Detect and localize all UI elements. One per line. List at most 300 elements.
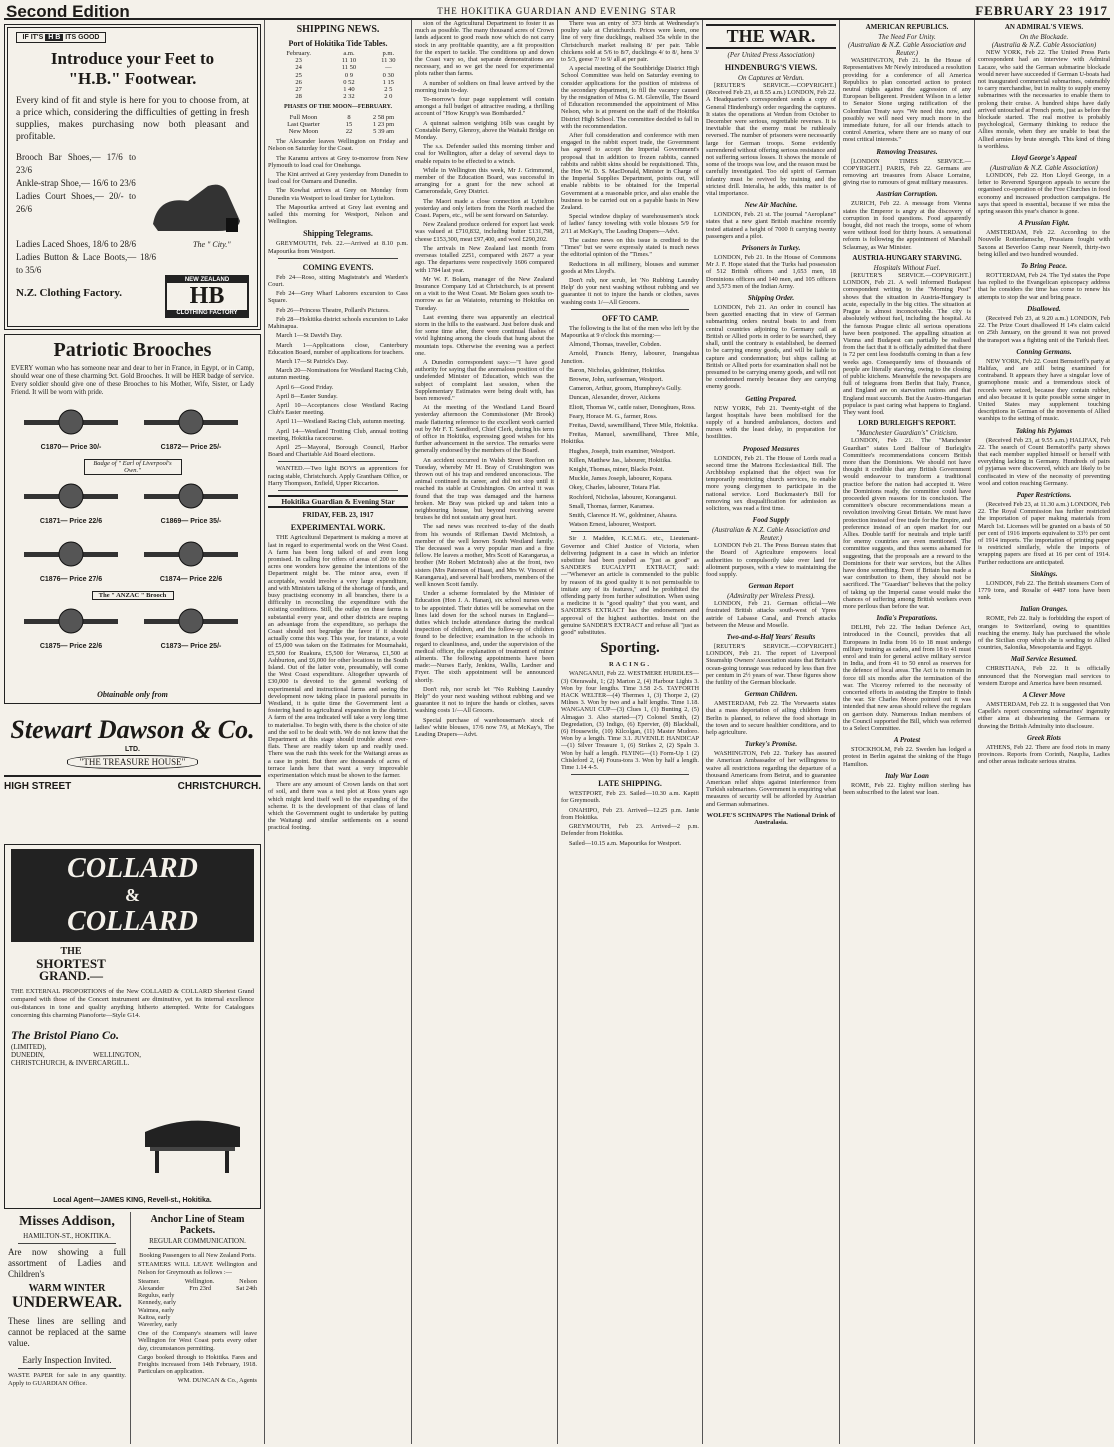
camp-list-item: Freitas, Manuel, sawmillhand, Three Mile, Hokitika. — [561, 431, 699, 446]
protest-title: A Protest — [893, 736, 921, 745]
late-shipping-title: LATE SHIPPING. — [598, 779, 662, 789]
admiral-sub: On the Blockade. — [1019, 33, 1069, 42]
news-paragraph: Special purchase of warehouseman's stock of ladies' white blouses, 17/6 now 7/9, at McKay's, The Leading Drapers—Advt. — [415, 716, 554, 739]
brooch-price-label: C1876— Price 27/6 — [39, 576, 103, 584]
column-war — [706, 20, 836, 1444]
news-paragraph: The s.s. Defender sailed this morning timber and coal for Wellington, after a delay of several days to enable repairs to be effected to a winch. — [415, 143, 554, 165]
anchor-booking: Booking Passengers to all New Zealand Ports. — [139, 1252, 256, 1260]
news-paragraph: A Dunedin correspondent says:—"I have good authority for saying that the anomalous position of the undefended Minister of Education, which was the subject of complaint last session, when the Supplementary Estimates were being dealt with, has been removed." — [415, 358, 554, 402]
measures-title: Proposed Measures — [742, 444, 800, 453]
brooch-price-label: C1870— Price 30/- — [40, 444, 102, 452]
brooch-item — [12, 601, 130, 657]
ad-anchor-line — [134, 1212, 261, 1444]
paper-title: Paper Restrictions. — [1016, 490, 1072, 499]
two-years-body: [REUTER'S SERVICE.—COPYRIGHT.] LONDON, Feb 21. The report of Liverpool Steamship Owners' Association states that Britain's ocean-going tonnage was reduced by less than five per centum in 2½ years of war. These figures show the futility of the German blockade. — [706, 642, 836, 686]
anchor-agents: WM. DUNCAN & Co., Agents — [177, 1377, 257, 1385]
coming-event-item: March 17—St Patrick's Day. — [276, 357, 349, 365]
tide-cell: 11 30 — [381, 57, 396, 65]
news-paragraph: Mr W. F. Bolam, manager of the New Zealand Insurance Company Ltd at Christchurch, is at present on a visit to the West Coast. Mr Bolam goes south to-morrow as far as Waiatoto, returning to Hokitika on Tuesday. — [415, 275, 554, 312]
anchor-cargo: Cargo booked through to Hokitika. Fares and Freights increased from 14th February, 1918. Particulars on application. — [138, 1353, 257, 1376]
prisoners-body: LONDON, Feb 21. In the House of Commons Mr J. F. Hope stated that the Turks had possession of 512 British officers and 1,653 men, 18 Dominions officers and 140 men, and 105 officers and 3,573 men of the Indian Army. — [706, 254, 836, 290]
anchor-row-wellington: Frn 23rd — [189, 1285, 212, 1293]
prepared-body: NEW YORK, Feb 21. Twenty-eight of the largest hospitals have been mobilised for the supply of a hundred ambulances, doctors and nurses with the least delay, in preparation for hostilities. — [706, 404, 836, 441]
news-paragraph: Reductions in all millinery, blouses and summer goods at Mrs Lloyd's. — [561, 260, 699, 275]
sinkings-title: Sinkings. — [1030, 569, 1058, 578]
collard-shortest: SHORTEST — [36, 956, 106, 971]
american-body: WASHINGTON, Feb 21. In the House of Representatives Mr Newly introduced a resolution providing for a conference of all America Republics to plan concerted action to protect neutral rights against the aggression of any European belligerent. President Wilson in a letter to Senator Stone urging ratification of the Colombian Treaty says "We need this now, and possibly we will need very much more in the immediate future, for all our friends attach to control America, where there are so many of our most critical interests." — [843, 57, 971, 144]
camp-list-item: Small, Thomas, farmer, Karamea. — [569, 502, 655, 510]
issue-date: FEBRUARY 23 1917 — [975, 3, 1108, 18]
ad-misses-addison — [4, 1212, 131, 1444]
camp-list-item: Killen, Matthew Jas., labourer, Hokitika. — [569, 456, 672, 464]
food-body: LONDON Feb 21. The Press Bureau states that the Board of Agriculture empowers local authorities to compulsorily take over land for allotment purposes, with a view to maintaining the food supply. — [706, 542, 836, 578]
hindenburg-body: [REUTER'S SERVICE.—COPYRIGHT.] (Received Feb 23, at 8.55 a.m.) LONDON, Feb 22. A Headquarter's correspondent sends a copy of General Hindenburg's order regarding the captures. It states the operations at Verdun from October to December were serious, regrettable reverses. It is inevitable that the enemy must be ruthlessly reversed. The number of prisoners were necessarily large for German troops. Some evidently surrendered without offering serious resistance and not suffering serious losses. It shows the morale of some of the troops was low, and the reason must be carefully investigated. Too old spirit of German infantry must be revived by training and the strictest drill. Interalia, he adds, this matter is of vital importance. — [706, 82, 836, 198]
brooch-price-label: C1871— Price 22/6 — [39, 518, 103, 526]
camp-list-item: Okey, Charles, labourer, Totara Flat. — [569, 484, 661, 492]
ad-hb-footwear — [4, 24, 261, 330]
prepared-title: Getting Prepared. — [745, 394, 797, 403]
brooches-body: EVERY woman who has someone near and dear to her in France, in Egypt, or in Camp, should wear one of these charming 9ct. Gold Brooches. It will be HER badge of service. Every soldier should give one of these Brooches to his Mother, Wife, Sister, or Lady Friend. It will be worn with pride. — [11, 365, 254, 396]
collard-brand-2: COLLARD — [67, 906, 198, 937]
german-children-body: AMSTERDAM, Feb 22. The Vorwaerts states that a mass deportation of ailing children from Berlin is planned, to relieve the food shortage in the town and to secure healthier conditions, and to help agriculture. — [706, 700, 836, 737]
brooch-item — [132, 402, 250, 458]
collard-brand-1: COLLARD — [67, 853, 198, 884]
tide-cell: — — [385, 64, 392, 72]
stewart-ltd: LTD. — [124, 746, 141, 753]
anchor-ship-3: Waimea, early — [138, 1306, 175, 1314]
addison-body: Are now showing a full assortment of Ladies and Children's — [8, 1247, 126, 1279]
hb-price-1: Brooch Bar Shoes,— 17/6 to 23/6 — [16, 152, 136, 175]
lloyd-george-title: Lloyd George's Appeal — [1011, 154, 1077, 163]
brooch-item — [132, 534, 250, 590]
collard-agent: Local Agent—JAMES KING, Revell-st., Hokitika. — [53, 1197, 212, 1204]
hb-price-2: Ankle-strap Shoe,— 16/6 to 23/6 — [16, 178, 136, 188]
austrian-corruption-title: Austrian Corruption. — [876, 190, 938, 199]
hb-logo — [165, 275, 249, 318]
news-paragraph: Special window display of warehousemen's stock of ladies' fancy toweling with voile blouses 5/9 for 2/11 at McKay's, The Leading Drapers—Advt. — [561, 213, 699, 235]
news-paragraph: Last evening there was apparently an electrical storm in the hills to the eastward. Just before dusk and for some time after, there were continual flashes of vivid lightning among the clouds that hung about the mountain tops. Otherwise the evening was a perfect one. — [415, 313, 554, 357]
anchor-ship-5: Waverley, early — [138, 1321, 178, 1329]
measures-body: LONDON, Feb 21. The House of Lords read a second time the Matrons Ecclesiastical Bill. The Archbishop explained that the object was for temporarily restricting church services, to enable more young clergymen to participate in the national service. Lord Buckmaster's Bill for removing sex disqualification for admission as solicitors, was read a first time. — [706, 454, 836, 512]
camp-list-item: Almond, Thomas, traveller, Cobden. — [569, 341, 662, 349]
moon-phase-cell: New Moon — [288, 128, 319, 136]
hb-logo-top: NEW ZEALAND — [167, 277, 247, 283]
hb-logo-mid: HB — [189, 283, 225, 309]
madden-ad: Sir J. Madden, K.C.M.G. etc., Lieutenant-Governor and Chief Justice of Victoria, when delivering judgment in a case in which an inferior substitute had been pushed as "just as good" as SANDER'S EUCALYPTI EXTRACT, said:—"Whenever an article is commended to the public by reason of its good quality it is not permissible to imitate any of its features," and he prohibited the offending party from further substitution. When using a medicine it is "good quality" that you want, and SANDER'S EXTRACT has the endorsement and approval of the highest authorities. Insist on the genuine SANDER'S EXTRACT and refuse all "just as good" substitutes. — [561, 535, 699, 637]
anchor-th-nelson: Nelson — [239, 1277, 257, 1285]
coming-event-item: April 6—Good Friday. — [276, 383, 334, 391]
conning-body: NEW YORK, Feb 22. Count Bernstorff's party at Halifax, and are still being examined for contraband. It appears they have a singular love of gramophone music and a tremendous stock of records were seized, because they contain rubber, and also because it is quite possible some singer in United States may supplement touching descriptions in German of the movements of Allied warships to the setting of music. — [978, 357, 1110, 423]
anchor-th-steamer: Steamer. — [138, 1277, 160, 1285]
camp-intro: The following is the list of the men who left by the Mapourika at 9 o'clock this morning:— — [561, 324, 699, 339]
coming-events-title: COMING EVENTS. — [302, 262, 374, 272]
tide-cell: 11 50 — [341, 64, 357, 72]
hb-logo-bottom: CLOTHING FACTORY — [167, 310, 247, 316]
tide-cell: 2 0 — [384, 93, 393, 101]
tide-cell: 1 40 — [343, 86, 355, 94]
conning-title: Conning Germans. — [1016, 347, 1072, 356]
moon-phase-cell: 2 58 pm — [372, 113, 395, 121]
shoe-caption: The " City." — [193, 240, 231, 249]
brooch-anzac-label: The " ANZAC " Brooch — [92, 591, 174, 600]
war-title: THE WAR. — [706, 24, 836, 49]
tide-cell: 1 15 — [382, 78, 394, 86]
news-paragraph: There was an entry of 373 birds at Wednesday's poultry sale at Christchurch. Prices were keen, one line of very fine ducklings, realised 35s while in the Christchurch market realising 8/ per pair. Table chickens sold at 5/6 to 8/7, ducklings 4/ to 8/, hens 3/ to 5/3, geese 7/ to 9/ all at per pair. — [561, 20, 699, 64]
brooch-illustration — [16, 601, 126, 641]
camp-list-item: Muckle, James Joseph, labourer, Kopara. — [569, 475, 673, 483]
disallowed-body: (Received Feb 23, at 9.20 a.m.) LONDON, Feb 22. The Prize Court disallowed H 14's claim calcid on 25th January, on the ground it was not proved the transport was a fighting unit of the Turkish fleet. — [978, 314, 1110, 344]
late-shipping-item: Sailed—10.15 a.m. Mapourika for Westport. — [569, 839, 682, 847]
column-foreign-2 — [978, 20, 1110, 1444]
greek-body: ATHENS, Feb 22. There are food riots in many provinces. Reports from Corinth, Nauplia, Ladies and other areas indicate serious strains. — [978, 743, 1110, 766]
brooch-price-label: C1874— Price 22/6 — [159, 576, 223, 584]
camp-list-item: Duncan, Alexander, drover, Aickens — [569, 394, 661, 402]
moon-phase-cell: 15 — [345, 120, 353, 128]
mail-body: CHRISTIANA, Feb 22. It is officially announced that the Norwegian mail services to western Europe and America have been resumed. — [978, 665, 1110, 687]
tide-cell: 24 — [295, 64, 302, 72]
burleigh-body: LONDON, Feb 21. The "Manchester Guardian" states Lord Balfour of Burleigh's Committee's recommendations concern British more than the Dominions. We should not have thought it credible that any British Government would endeavour to transform a traditional practice before the nation had accepted it. Were the Dominions ready, the committee could have proceeded given reasons for its conclusion. The committee's obscure recommendations mean a revolution involving Great Britain. We must have protection instead of free trade for the Empire, and preference instead of an open market for our Allies. Double tariff for neutrals and triple tariff for enemy countries are even mentioned. The committee suggests, and thus seems ashamed for suggesting, that the proposals are a reward to the Dominions for their war services, but the Allies have done something. Even if Britain has made a war contribution to them, they should not be sacrificed. The "Guardian" believes that the policy of taking up the Imperial cause would make the chances of suffering among British workers even more perilous than before the war. — [843, 437, 971, 611]
anchor-body2: One of the Company's steamers will leave Wellington for West Coast ports every other day, circumstances permitting. — [138, 1330, 257, 1352]
air-title: New Air Machine. — [744, 201, 798, 210]
late-shipping-item: WESTPORT, Feb 23. Sailed—10.30 a.m. Kapiti for Greymouth. — [561, 790, 699, 805]
wanted-ad: WANTED.—Two light BOYS as apprentices for racing stable, Christchurch. Apply Grantham Office, or Harry Thompson, Enfield, Upper Riccarton. — [268, 465, 408, 487]
editorial-para-2: There are any amount of Crown lands on that sort of soil, and there was a test plot at Ross years ago which might lend itself well to the expanding of the scheme. It is the development of that class of land which the Government ought to undertake by putting the Waitangi and similar settlements on a sound practical footing. — [268, 781, 408, 832]
brooches-title: Patriotic Brooches — [53, 339, 212, 361]
tide-cell: 11 10 — [341, 57, 357, 65]
news-paragraph: Under a scheme formulated by the Minister of Education (Hon J. A. Hanan), six school nurses were to be appointed. Their duties will be somewhat on the lines laid down for the school nurses in England—duties which include attendance during the medical inspection of children, and the follow-up of children found to be defective; examination in the schools in regard to cleanliness, and, under the supervision of the medical officer, the explanation of treatment of minor ailments. The following appointments have been made:—Nurses Early, Jenkins, Wallis, Lardner and Fryer. The sixth appointment will be announced shortly. — [415, 590, 554, 684]
brooch-grid — [11, 401, 254, 658]
protest-body: STOCKHOLM, Feb 22. Sweden has lodged a protest in Berlin against the sinking of the Hugo Hamilton. — [843, 746, 971, 768]
moon-phase-cell: Full Moon — [289, 113, 318, 121]
addison-address: HAMILTON-ST., HOKITIKA. — [23, 1232, 111, 1240]
column-ads — [4, 20, 261, 1444]
news-paragraph: The arrivals in New Zealand last month from overseas totalled 2251, compared with 2677 a year ago. The departures were respectively 1606 compared with 1784 last year. — [415, 244, 554, 274]
camp-list-item: Cameron, Arthur, groom, Humphrey's Gully. — [569, 385, 682, 393]
brooch-price-label: C1875— Price 22/6 — [39, 643, 103, 651]
oranges-body: ROME, Feb 22. Italy is forbidding the export of oranges to Switzerland, owing to quantities reaching the enemy. Italy has purchased the whole of the Sicilian crop which she is sending to Allied countries, Salonika, Mesopotamia and Egypt. — [978, 615, 1110, 652]
shipping-order-body: LONDON, Feb 21. An order in council has been gazetted enacting that in view of German submarining orders neutral boats to and from central countries adjoining to Germany call at British or Allied ports in order to be searched, they shall, until the contrary is established, be deemed to be carrying enemy goods, and will be liable to capture and condemnation; but ships calling at British or Allied ports for examination shall not be presumed to be carrying enemy goods, and will not be condemned merely because they are carrying enemy goods. — [706, 304, 836, 391]
brooch-illustration — [16, 476, 126, 516]
shipping-title: SHIPPING NEWS. — [296, 24, 380, 35]
paper-body: (Received Feb 23, at 11.30 a.m.) LONDON, Feb 22. The Royal Commission has further restricted the importation of paper making materials from March 1st. Licenses will be granted on a basis of 50 per cent of 1916 imports equivalent to 33½ per cent of 1914 imports. The importation of printing paper is restricted similarly, while the imports of wrapping papers are fixed at 16 per cent of 1914. Further reductions are anticipated. — [978, 500, 1110, 566]
bristol-ltd: (LIMITED), — [11, 1043, 47, 1051]
camp-list-item: Feary, Horace M. G., farmer, Ross. — [569, 412, 658, 420]
tide-head: February. — [286, 50, 311, 57]
brooch-illustration — [136, 402, 246, 442]
mail-title: Mail Service Resumed. — [1010, 655, 1078, 664]
tide-cell: 0 9 — [344, 71, 354, 79]
coming-event-item: March 1—Applications close, Canterbury Education Board, number of applications for teachers. — [268, 341, 408, 356]
coming-event-item: April 10—Acceptances close Westland Racing Club's Easter meeting. — [268, 401, 408, 417]
late-shipping-list — [561, 790, 699, 846]
news-paragraph: At the meeting of the Westland Land Board yesterday afternoon the Commissioner (Mr Brook) made flattering reference to the excellent work carried out by Mr F. T. Sandford, Chief Clerk, during his term of office in Hokitika, expressing good wishes for his further advancement in the service. The remarks were generally endorsed by the members of the Board. — [415, 404, 554, 455]
oranges-title: Italian Oranges. — [1020, 605, 1068, 614]
shipping-paragraph: The Mapourika arrived at Grey last evening and sailed this morning for Westport, Nelson and Wellington. — [268, 203, 408, 226]
news-paragraph: The casino news on this issue is credited to the "Times" but we were expressly stated is much news the editorial opinion of the "Times." — [561, 236, 699, 259]
ad-stewart-dawson — [4, 708, 261, 840]
tide-cell: 0 30 — [382, 71, 394, 79]
german-report-sub: (Admiralty per Wireless Press). — [727, 592, 815, 601]
column-local-news — [415, 20, 554, 1444]
hb-corner-left: IF IT'S — [22, 34, 44, 41]
camp-list-item: Knight, Thomas, miner, Blacks Point. — [569, 465, 665, 473]
anchor-row-nelson: Sat 24th — [236, 1285, 257, 1293]
clever-body: AMSTERDAM, Feb 22. It is suggested that Von Capelle's report concerning submarines' ingenuity either aims at disheartening the Germans or drawing the British Admiralty into disclosure. — [978, 701, 1110, 730]
addison-underwear: UNDERWEAR. — [11, 1294, 123, 1311]
tide-table — [268, 50, 408, 100]
camp-list-item: Rochford, Nicholas, labourer, Koranganui. — [569, 493, 677, 501]
hb-price-3: Ladies Court Shoes,— 20/- to 26/6 — [16, 191, 136, 214]
tide-cell: 0 52 — [343, 78, 355, 86]
hb-corner-right: ITS GOOD — [65, 34, 100, 41]
camp-list-item: Hughes, Joseph, train examiner, Westport. — [569, 447, 676, 455]
stewart-city: CHRISTCHURCH. — [177, 781, 261, 792]
shipping-paragraphs — [268, 138, 408, 225]
hb-price-4: Ladies Laced Shoes, 18/6 to 28/6 — [16, 239, 136, 249]
wolfe-ad: WOLFE'S SCHNAPPS The National Drink of Australasia. — [706, 811, 836, 827]
moon-phase-cell: Last Quarter — [287, 120, 320, 128]
news-paragraph: Don't rub, nor scrub, let 'No Rubbing Laundry Help' do your next washing without rubbing and we guarantee it not to injure the hands or clothes, saves washing costs 1/—All Grocers. — [561, 276, 699, 306]
editorial-date: FRIDAY, FEB. 23, 1917 — [302, 511, 374, 520]
addison-name: Misses Addison, — [19, 1214, 115, 1229]
news-paragraph: A quinnat salmon weighing 16lb was caught by Constable Berry, Glenroy, above the Waitaki Bridge on Monday. — [415, 119, 554, 142]
editorial-para-1: THE Agricultural Department is making a move at last in regard to experimental work on the West Coast. A farm has been long talked of and even long promised. In calling for offers of areas of 200 to 800 acres one wonders how genuine the intentions of the Department might be. The minor area, even if acceptable, would involve a very large expenditure, and with Ministers talking of the shortage of funds, and busy practising economy in all branches, there is a difficulty in reconciling the expenditure with the existing conditions. Still, the outlay on these farms is substantial every year, and other districts are reaping an advantage from the expenditure, so perhaps the Coast should not begrudge the favor if it should actually come this way. This year, for instance, a vote of £5,000 was taken on the Estimates for Moumahaki, £5,500 for Ruakura, £5,500 for Weraroa, £1,500 at Ashburton, and £6,000 for other locations in the South Island. Out of the latter vote, presumably, will come the West Coast expenditure. Altogether upwards of £30,000 is devoted to the general working of experimental and instructional farms and seeing the development now taking place in pastoral pursuits in Westland, it is quite time the Government lent a fostering hand to agricultural expansion in the district. A farm of the area indicated will take a very long time to materialise. To begin with, there is the choice of site and the soil to be dealt with. We do not know that the Department at this stage should trouble about ever-flats. These are readily taken up and readily used. There was the rush this week for the Waitangi areas as a case in point. But there are thousands of acres of terrace lands here that want a very improvable experimentation which must be shown to the farmer. — [268, 534, 408, 780]
anchor-title: Anchor Line of Steam Packets. — [150, 1214, 245, 1236]
local-news-paragraphs — [415, 20, 554, 738]
american-sub: The Need For Unity. — [878, 33, 936, 42]
anchor-row-steamer: Alexander — [138, 1285, 165, 1293]
pyjamas-title: Taking his Pyjamas — [1015, 426, 1073, 435]
lloyd-george-sub: (Australian & N.Z. Cable Association) — [990, 164, 1098, 173]
moon-phase-cell: 1 23 pm — [372, 120, 395, 128]
disallowed-title: Disallowed. — [1027, 304, 1061, 313]
brooch-item — [132, 476, 250, 532]
prisoners-title: Prisoners in Turkey. — [741, 244, 801, 253]
moon-phase-cell: 22 — [345, 128, 353, 136]
moon-table — [268, 114, 408, 136]
hb-headline2: "H.B." Footwear. — [68, 69, 197, 88]
coming-event-item: Feb 24—Grey Wharf Laborers excursion to Cass Square. — [268, 290, 408, 305]
prussian-title: A Prussian Fight. — [1018, 219, 1070, 228]
news-paragraph: An accident occurred in Walsh Street Reefton on Tuesday, whereby Mr H. Bray of Cruishington was thrown out of his trap and rendered unconscious. The animal continued its career, and did not stop until it reached its stable at Cruishington. On arrival it was found that the trap was damaged and the harness broken. Mr Bray was picked up and taken into a neighbouring house, but beyond receiving severe bruises he did not sustain any great hurt. — [415, 456, 554, 522]
german-children-title: German Children. — [744, 690, 798, 699]
brooch-illustration — [136, 601, 246, 641]
austrian-corruption-body: ZURICH, Feb 22. A message from Vienna states the Emperor is angry at the discovery of corruption in food questions. Food apparently bought, did not reach the troops, some of whom were without food for thirty hours. A sensational reform is following the appointment of Marshall Sclaumay, as War Minister. — [843, 200, 971, 251]
pyjamas-body: (Received Feb 23, at 9.55 a.m.) HALIFAX, Feb 22. The search of Count Bernstorff's party shows that each member supplied himself or herself with everything lacking in Germany. Hundreds of pairs of pyjamas were discovered, which are likely to be confiscated in view of the necessity of preventing wool and cotton reaching Germany. — [978, 436, 1110, 487]
american-title: AMERICAN REPUBLICS. — [865, 23, 949, 31]
ad-collard-piano — [4, 844, 261, 1209]
hb-corner-logo: H B — [45, 34, 63, 41]
late-shipping-item: ONAHIPO, Feb 23. Arrived—12.25 p.m. Janie from Hokitika. — [561, 806, 699, 821]
tide-cell: 26 — [295, 78, 302, 86]
turkey-body: WASHINGTON, Feb 22. Turkey has assured the American Ambassador of her willingness to waive all restrictions regarding the departure of a thousand Americans from Beirut, and to guarantee American relief ships against interference from Turkish submarines. Government is enquiring what measures of security will be afforded by Austrian and German submarines. — [706, 750, 836, 808]
hb-headline: Introduce your Feet to — [50, 49, 215, 68]
stewart-street: HIGH STREET — [4, 781, 72, 792]
camp-title: OFF TO CAMP. — [601, 313, 659, 323]
news-paragraph: The Maori made a close connection at Lyttelton yesterday and only letters from the North reached the Coast. Papers, etc., will be sent forward on Saturday. — [415, 197, 554, 220]
india-title: India's Preparations. — [876, 614, 938, 623]
admiral-title: AN ADMIRAL'S VIEWS. — [1004, 23, 1084, 31]
hb-price-5: Ladies Button & Lace Boots,— 18/6 to 35/6 — [16, 252, 156, 275]
food-title: Food Supply — [752, 516, 790, 525]
coming-event-item: April 14—Westland Trotting Club, annual trotting meeting, Hokitika racecourse. — [268, 427, 408, 442]
tide-head: p.m. — [382, 50, 395, 57]
shipping-telegrams-title: Shipping Telegrams. — [303, 229, 373, 239]
camp-list-item: Freitas, David, sawmillhand, Three Mile, Hokitika. — [569, 421, 698, 429]
hindenburg-sub: On Captures at Verdun. — [738, 74, 804, 82]
addison-body2: These lines are selling and cannot be replaced at the same value. — [8, 1316, 126, 1348]
admiral-cable: (Australia & N.Z. Cable Association) — [991, 41, 1097, 50]
admiral-body: NEW YORK, Feb 22. The United Press Paris correspondent had an interview with Admiral Lacaze, who said the German submarine blockade would never have succeeded if German U-boats had not inaugurated commercial submarines, ostensibly to carry merchandise, but in reality to supply enemy submarines with the necessaries to enable them to prolong their cruise. A hundred ships have daily arrived untouched at French ports, just as before the blockade started. The real motive is probably psychological, Germany thinking to reduce the Allies morale, when they are unable to beat the Allied armies by brute strength. This kind of thing is worthless. — [978, 49, 1110, 150]
late-shipping-item: GREYMOUTH, Feb 23. Arrived—2 p.m. Defender from Hokitika. — [561, 823, 699, 838]
hindenburg-title: HINDENBURG'S VIEWS. — [724, 63, 818, 72]
prussian-body: AMSTERDAM, Feb 22. According to the Nouvelle Rotterdamsche, Prussians fought with Saxons at Beverloo Camp near Neerelt, thirty-two being killed and two hundred wounded. — [978, 229, 1110, 258]
news-paragraph: The sad news was received to-day of the death from his wounds of Rifleman David McIntosh, a member of the well known South Westland family. The deceased was a very popular man and a fine fellow. He leaves a mother, Mrs Scott of Karangarua, a brother (Mr Robert McIntosh) also at the front, two sisters (Mrs Paterson of Haast, and Mrs W. Vincent of Karangarua), and several half brothers, members of the well known Scott family. — [415, 523, 554, 589]
german-report-body: LONDON, Feb 21. German official—We frustrated British attacks south-west of Ypres astride of Labasse Canal, and French attacks between the Meuse and Moselle. — [706, 600, 836, 629]
burleigh-sub: "Manchester Guardian's" Criticism. — [856, 429, 958, 438]
addison-warm: WARM WINTER — [28, 1283, 106, 1294]
burleigh-title: LORD BURLEIGH'S REPORT. — [858, 419, 956, 428]
sporting-title: Sporting. — [600, 640, 660, 657]
treasures-title: Removing Treasures. — [876, 147, 938, 156]
treasures-body: [LONDON TIMES SERVICE.—COPYRIGHT.] PARIS, Feb 22. Germans are removing art treasures from Alsace Lorraine, giving rise to rumours of great military measures. — [843, 157, 971, 187]
shipping-telegram: GREYMOUTH, Feb. 22.—Arrived at 8.10 p.m. Mapourika from Westport. — [268, 240, 408, 255]
air-body: LONDON, Feb. 21 st. The journal "Aeroplane" states that a new giant British machine recently tested attained a height of 7000 ft carrying twenty passengers and a pilot. — [706, 211, 836, 240]
tide-cell: 2 5 — [384, 86, 393, 94]
brooch-price-label: C1873— Price 25/- — [160, 643, 222, 651]
coming-event-item: April 8—Easter Sunday. — [276, 392, 338, 400]
anchor-th-wellington: Wellington. — [184, 1277, 215, 1285]
anchor-ship-1: Regulus, early — [138, 1292, 175, 1300]
piano-illustration — [140, 1107, 250, 1177]
tide-cell: 27 — [295, 86, 302, 94]
editorial-paper-title: Hokitika Guardian & Evening Star — [268, 495, 408, 508]
italy-loan-body: ROME, Feb 22. Eighty million sterling has been subscribed to the latest war loan. — [843, 781, 971, 797]
anchor-body: STEAMERS WILL LEAVE Wellington and Nelson for Greymouth as follows :— — [138, 1261, 257, 1276]
camp-list-item: Arnold, Francis Henry, labourer, Inangahua Junction. — [561, 350, 699, 365]
brooches-obtainable: Obtainable only from — [97, 690, 168, 699]
india-body: DELHI, Feb 22. The Indian Defence Act, introduced in the Council, provides that all Europeans in India from 16 to 18 must undergo military training as cadets, and from 18 to 41 must enrol and train for general active military service in India, and from 41 to 50 enrol as reserves for the defence of local areas. The Act is to remain in force till six months after the termination of the war. The Viceroy referred to the necessity of concerted efforts in assisting the Empire to finish the war. Sir Charles Moore pointed out it was intended that new areas should relieve the regulars on garrison duty. Numerous Indian members of the Council supported the Bill, which was referred to a Select Committee. — [843, 624, 971, 733]
anchor-ship-4: Kaitoa, early — [138, 1313, 171, 1321]
column-camp-sport — [561, 20, 699, 1444]
moon-title: PHASES OF THE MOON—FEBRUARY. — [284, 104, 392, 111]
stewart-name: Stewart Dawson & Co. — [10, 715, 255, 744]
coming-event-item: Feb 26—Princess Theatre, Pollard's Pictures. — [276, 306, 390, 314]
bristol-branches: DUNEDIN, WELLINGTON, CHRISTCHURCH, & INVERCARGILL. — [11, 1051, 141, 1067]
shipping-paragraph: The Karamu arrives at Grey to-morrow from New Plymouth to load coal for Onehunga. — [268, 154, 408, 169]
shipping-paragraph: The Kowhai arrives at Grey on Monday from Dunedin via Westport to load timber for Lyttelton. — [268, 187, 408, 202]
italy-loan-title: Italy War Loan — [885, 771, 929, 780]
brooch-price-label: C1869— Price 35/- — [160, 518, 222, 526]
shipping-paragraph: The Alexander leaves Wellington on Friday and Nelson on Saturday for the Coast. — [268, 138, 408, 153]
brooch-illustration — [16, 534, 126, 574]
hb-footer: N.Z. Clothing Factory. — [16, 287, 123, 299]
masthead — [4, 4, 1110, 20]
ad-patriotic-brooches — [4, 334, 261, 704]
sporting-results: WANGANUI, Feb 22. WESTMERE HURDLES—(3) Oterawahi, 1; (2) Marton 2, (4) Harbour Lights 3. Won by four lengths. Time 3.58 2-5. TAYFORTH HACK WELTER—(4) Thermes 1, (3) Thorpe 2, (2) Milnes 3. Won by two and a half lengths. Time 1.18. WANGANUI CUP—(3) Clues 1, (1) Bunting 2, (5) Almagao 3. Also started—(7) Colonel Smith, (2) Degredation, (3) Indigo, (6) Epervier, (8) Blackball, (6) Housewife, (10) Kilcolgan, (11) Master Mudoro. Won by a length. Time 3.1. JUVENILE HANDICAP—(1) Silver Treasure 1, (6) Strikes 2, (2) Spaln 3. Won by half a length. FLYING—(1) Form-Up 1 (2) Chisleford 2, (4) Foura-tora 3. Won by half a length. Time 1.14 4-5. — [561, 670, 699, 772]
brooch-item — [12, 534, 130, 590]
brooch-illustration — [16, 402, 126, 442]
coming-event-item: April 25—Mayoral, Borough Council, Harbor Board and Charitable Aid Board elections. — [268, 443, 408, 459]
tide-cell: 25 — [295, 71, 302, 79]
camp-list-item: Eliott, Thomas W., cattle raiser, Donoghues, Ross. — [569, 403, 696, 411]
news-paragraph: sion of the Agricultural Department to foster it as much as possible. The many thousand acres of Crown lands adjacent to good roads now which do not carry stock in any profitable quantity, are a fit proposition for the expert to tackle. The conditions up and down the Coast vary so, that separate demonstrations are necessary, and so we get the need for experimental plots rather than farms. — [415, 20, 554, 78]
brooch-badge-label: Badge of " Earl of Liverpool's Own." — [84, 459, 182, 475]
coming-event-item: Feb 24—Roso, sitting Magistrate's and Warden's Court. — [268, 273, 408, 289]
american-cable: (Australian & N.Z. Cable Association and Reuter.) — [848, 41, 966, 58]
stewart-house: "THE TREASURE HOUSE" — [67, 755, 199, 769]
column-shipping — [268, 20, 408, 1444]
brooch-illustration — [136, 534, 246, 574]
addison-inspect: Early Inspection Invited. — [22, 1355, 112, 1365]
starving-sub: Hospitals Without Fuel. — [873, 264, 941, 273]
hb-body: Every kind of fit and style is here for you to choose from, at a price which, considering the difficulties of getting in fresh supplies, makes purchasing now both pleasant and profitable. — [16, 96, 249, 142]
coming-event-item: Feb 28—Hokitika district schools excursion to Lake Mahinapua. — [268, 315, 408, 331]
tide-title: Port of Hokitika Tide Tables. — [288, 39, 388, 48]
news-paragraph: While in Wellington this week, Mr J. Grimmond, member of the Education Board, was successful in arranging for a grant for the new school at Cameronsdale, Grey District. — [415, 166, 554, 196]
shipping-order-title: Shipping Order. — [747, 294, 795, 303]
bristol-company: The Bristol Piano Co. — [11, 1028, 120, 1042]
news-paragraph: A number of soldiers on final leave arrived by the morning train to-day. — [415, 79, 554, 94]
editorial-title: EXPERIMENTAL WORK. — [290, 523, 386, 533]
camp-list-item: Watson Ernest, labourer, Westport. — [569, 521, 657, 529]
turkey-title: Turkey's Promise. — [744, 740, 798, 749]
tide-cell: 2 32 — [343, 93, 355, 101]
coming-events-list — [268, 274, 408, 458]
brooch-item — [12, 476, 130, 532]
sinkings-body: LONDON, Feb 22. The British steamers Corn of 1779 tons, and Rosalie of 4487 tons have been sunk. — [978, 579, 1110, 602]
peace-title: To Bring Peace. — [1020, 262, 1068, 271]
lloyd-george-body: LONDON, Feb 22. Hon Lloyd George, in a letter to Reverend Spurgeon appeals to secure the organised co-operation of the Free Churches in food economy and increased production campaigns. He says that speed is essential, because if we miss the spring season this year's chance is gone. — [978, 172, 1110, 216]
news-paragraph: Don't rub, nor scrub let "No Rubbing Laundry Help" do your next washing without rubbing and we guarantee it not to injure the hands or clothes, saves washing costs 1/—All Grocers. — [415, 685, 554, 715]
anchor-ship-2: Kennedy, early — [138, 1299, 177, 1307]
german-report-title: German Report — [748, 582, 794, 591]
camp-list-item: Baron, Nicholas, goldminer, Hokitika. — [569, 366, 666, 374]
edition-label: Second Edition — [6, 2, 130, 21]
brooch-illustration — [136, 476, 246, 516]
tide-cell: 28 — [295, 93, 302, 101]
column-foreign-1 — [843, 20, 971, 1444]
food-sub: (Australian & N.Z. Cable Association and Reuter.) — [712, 526, 830, 543]
starving-title: AUSTRIA-HUNGARY STARVING. — [852, 253, 962, 262]
moon-phase-cell: 8 — [347, 113, 351, 121]
collard-amp: & — [125, 885, 140, 905]
clever-title: A Clever Move — [1022, 691, 1066, 700]
news-paragraph: New Zealand produce ordered for export last week was valued at £710,832, including butter £131,798, cheese £153,300, meat £97,400, and wool £290,202. — [415, 221, 554, 243]
collard-grand: GRAND.— — [39, 968, 103, 983]
starving-body: [REUTER'S SERVICE.—COPYRIGHT.] LONDON, Feb 21. A well informed Budapest correspondent writing to the "Morning Post" shows that the situation in Austria-Hungary is acute, especially in the big cities. The situation at Prague is almost inconceivable. The city is absolutely without fuel, including the hospital. At the famous Prague clinic all serious operations have been postponed. The appalling situation at Vienna and Budapest can partially be realised from the fact that it is officially admitted that there is 72 per cent less foodstuffs coming in than a few weeks ago. Consequently tens of thousands of people are literally starving, owing to the closing of public kitchens. Meanwhile the newspapers are full of telegrams from Berlin that Italy, France, and England are on starvation rations and that England must succumb. But the Austro-Hungarian populace is past caring what happens to England. They want food. — [843, 272, 971, 416]
racing-title: RACING. — [609, 661, 651, 669]
tide-cell: 23 — [295, 57, 302, 65]
two-years-title: Two-and-a-Half Years' Results — [726, 632, 816, 641]
camp-list-item: Smith, Clarence H. W., goldminer, Ahaura. — [569, 511, 678, 519]
newspaper-title: THE HOKITIKA GUARDIAN AND EVENING STAR — [437, 6, 677, 16]
anchor-sub: REGULAR COMMUNICATION. — [149, 1237, 246, 1245]
news-paragraph: After full consideration and conference with men engaged in the rabbit export trade, the Government has agreed to accept the Imperial Government's proposal that in addition to frozen rabbits, canned rabbits and rabbit skins should be requisitioned. This, the Hon W. D. S. MacDonald, Minister in Charge of the Imperial Supplies Department, points out, will enable rabbits to be obtained for the Imperial Government at a reasonable price, and also enable the business to be carried out on a payable basis in New Zealand. — [561, 132, 699, 212]
news-paragraph: A special meeting of the Southbridge District High School Committee was held on Saturday evening to consider applications for the position of mistress of the secondary department, to fill the vacancy caused by the resignation of Miss G. M. Glenville, The Board of Education recommended the appointment of Miss Nelson, who is at present on the staff of the Hokitika District High School. The committee decided to fall in with the recommendation. — [561, 65, 699, 130]
camp-list-item: Browne, John, surfeseman, Westport. — [569, 375, 663, 383]
tide-head: a.m. — [343, 50, 355, 57]
brooch-price-label: C1872— Price 25/- — [160, 444, 222, 452]
greek-title: Greek Riots — [1026, 733, 1062, 742]
moon-phase-cell: 5 39 am — [373, 128, 395, 136]
brooch-item — [132, 601, 250, 657]
war-press: (Per United Press Association) — [727, 51, 815, 59]
waste-paper: WASTE PAPER for sale in any quantity. Apply to GUARDIAN Office. — [8, 1372, 126, 1387]
misc-paragraphs — [561, 20, 699, 306]
peace-body: ROTTERDAM, Feb 24. The Tyd states the Pope has replied to the Evangelican episcopacy address that he considers the time has come to renew his attempts to stop the war and bring peace. — [978, 272, 1110, 301]
camp-list — [561, 341, 699, 528]
